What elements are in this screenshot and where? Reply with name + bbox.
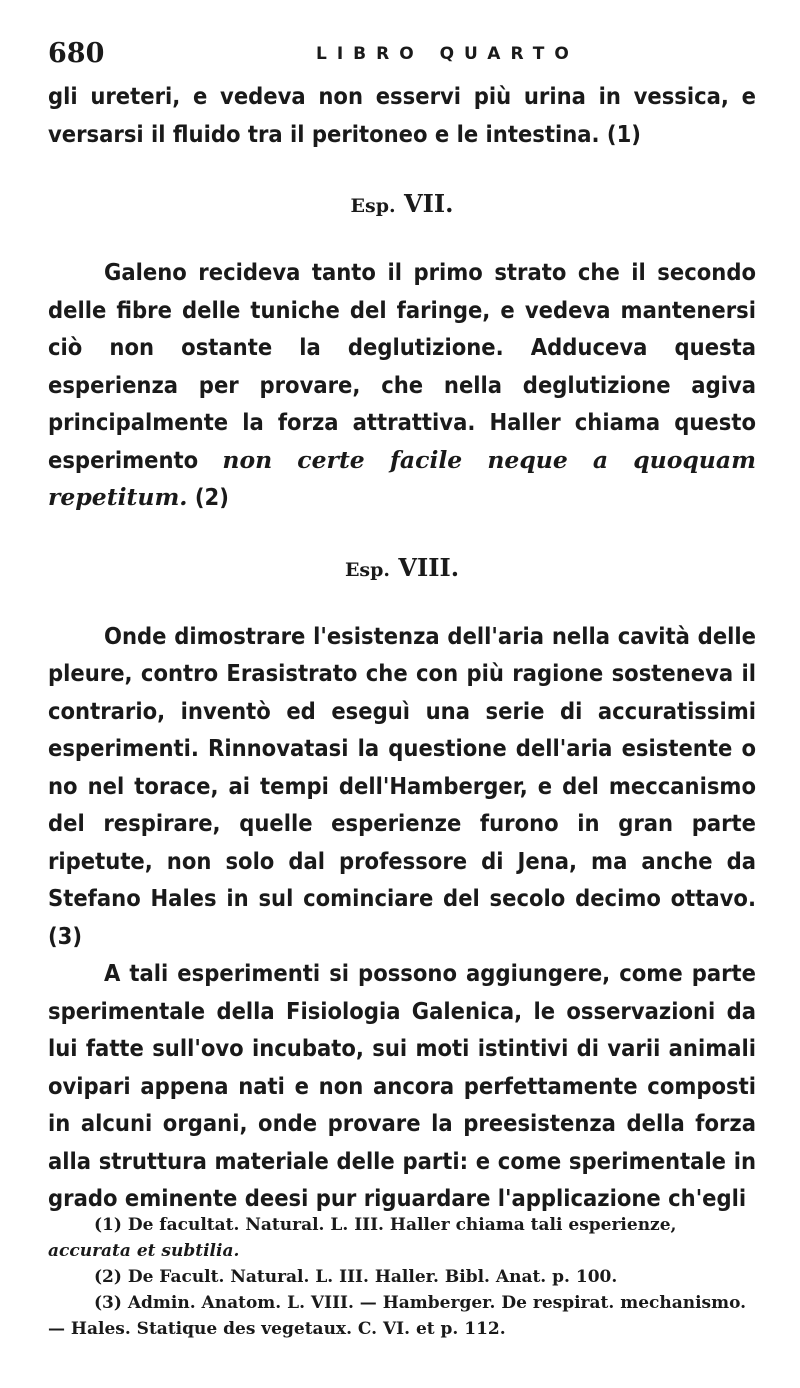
experiment-prefix: Esp. [344,558,391,581]
experiment-heading-viii [48,553,756,582]
footnote-1 [48,1212,756,1264]
footnote-3: (3) Admin. Anatom. L. VIII. — Hamberger. De respirat. mechanismo. — Hales. Statique des vegetaux. C. VI. et p. 112. [48,1293,747,1339]
page-number: 680 [48,38,105,69]
experiment-number: VIII. [398,552,460,582]
page-header [48,30,756,78]
paragraph-galeno [48,254,756,517]
paragraph-continued: gli ureteri, e vedeva non esservi più urina in vessica, e versarsi il fluido tra il peritoneo e le intestina. (1) [48,82,756,148]
body-text [48,78,756,1218]
experiment-number: VII. [404,189,454,218]
experiment-heading-vii [48,189,756,218]
paragraph-pleure: Onde dimostrare l'esistenza dell'aria nella cavità delle pleure, contro Erasistrato che con più ragione sosteneva il contrario, inventò ed eseguì una serie di accuratissimi esperimenti. Rinnovatasi la questione dell'aria esistente o no nel torace, ai tempi dell'Hamberger, e del meccanismo del respirare, quelle esperienze furono in gran parte ripetute, non solo dal professore di Jena, ma anche da Stefano Hales in sul cominciare del secolo decimo ottavo. (3) [48,621,756,950]
footnotes [48,1212,756,1342]
paragraph-ovo: A tali esperimenti si possono aggiungere, come parte sperimentale della Fisiologia Galenica, le osservazioni da lui fatte sull'ovo incubato, sui moti istintivi di varii animali ovipari appena nati e non ancora perfettamente composti in alcuni organi, onde provare la preesistenza della forza alla struttura materiale delle parti: e come sperimentale in grado eminente deesi pur riguardare l'applicazione ch'egli [48,959,756,1212]
paragraph-text: Galeno recideva tanto il primo strato che il secondo delle fibre delle tuniche del faringe, e vedeva mantenersi ciò non ostante la deglutizione. Adduceva questa esperienza per provare, che nella deglutizione agiva principalmente la forza attrattiva. Haller chiama questo esperimento [48,258,756,474]
footnote-ref: (2) [187,483,229,511]
running-title: LIBRO QUARTO [316,44,579,64]
latin-quote: non certe facile neque a quoquam repetitum. [48,445,756,511]
footnote-text: (1) De facultat. Natural. L. III. Haller chiama tali esperienze, [94,1215,677,1235]
experiment-prefix: Esp. [350,195,396,217]
footnote-2: (2) De Facult. Natural. L. III. Haller. Bibl. Anat. p. 100. [94,1267,618,1287]
footnote-italic: accurata et subtilia. [48,1241,240,1261]
